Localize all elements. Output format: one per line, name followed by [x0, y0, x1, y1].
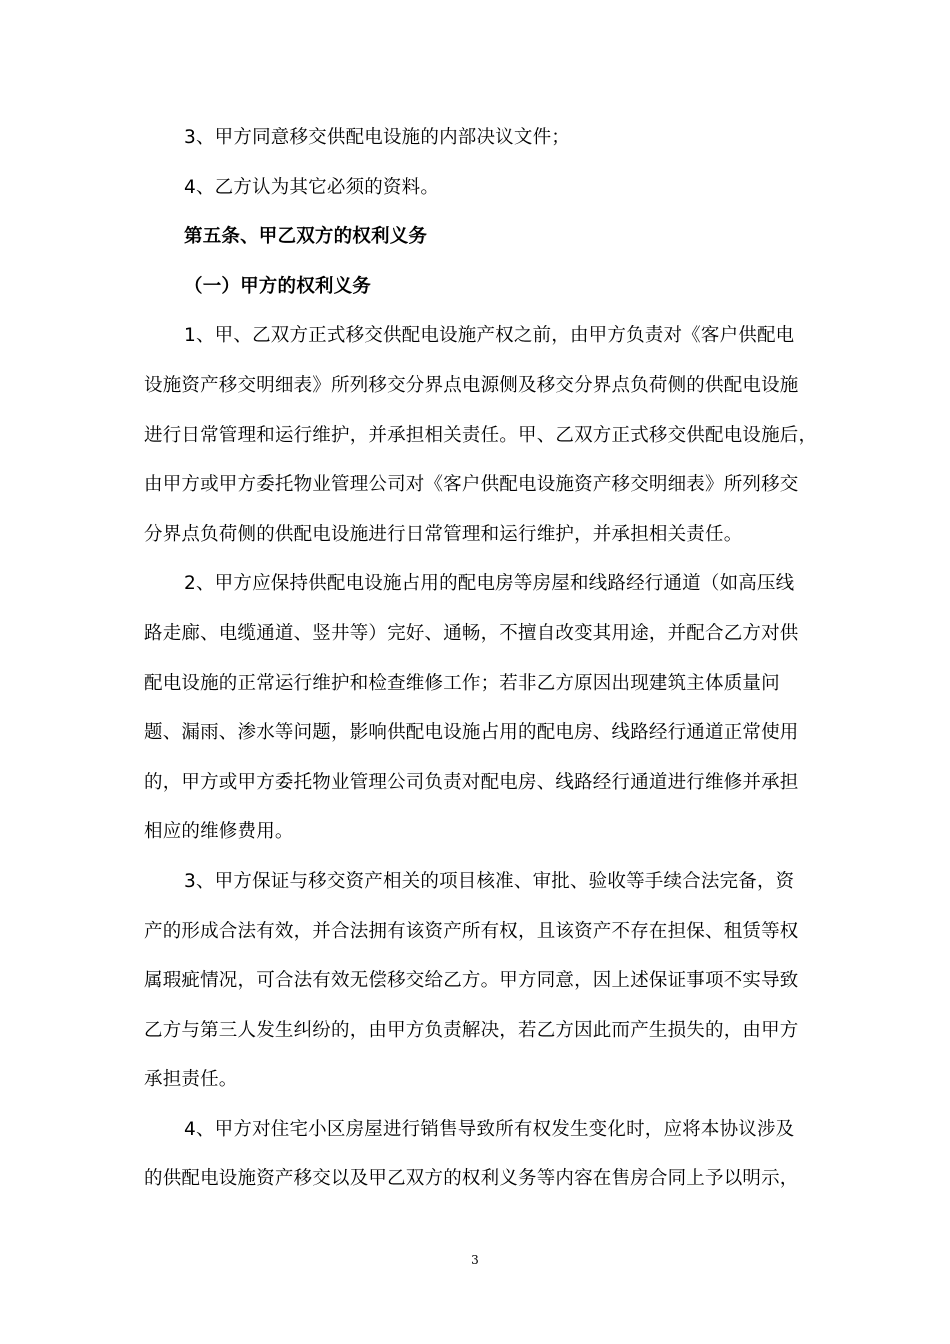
text-line: 乙方与第三人发生纠纷的，由甲方负责解决，若乙方因此而产生损失的，由甲方 [144, 1019, 799, 1041]
text-line: 路走廊、电缆通道、竖井等）完好、通畅，不擅自改变其用途，并配合乙方对供 [144, 622, 799, 644]
text-line: 3、甲方同意移交供配电设施的内部决议文件； [184, 127, 570, 148]
text-line: 3、甲方保证与移交资产相关的项目核准、审批、验收等手续合法完备，资 [184, 870, 795, 892]
text-line: 4、乙方认为其它必须的资料。 [184, 176, 440, 198]
text-line: 相应的维修费用。 [144, 821, 294, 843]
text-line: 配电设施的正常运行维护和检查维修工作；若非乙方原因出现建筑主体质量问 [144, 672, 780, 694]
page-number: 3 [471, 1253, 479, 1267]
text-line: 题、漏雨、渗水等问题，影响供配电设施占用的配电房、线路经行通道正常使用 [144, 722, 799, 744]
text-line: 进行日常管理和运行维护，并承担相关责任。甲、乙双方正式移交供配电设施后， [144, 424, 818, 446]
text-line: 分界点负荷侧的供配电设施进行日常管理和运行维护，并承担相关责任。 [144, 523, 743, 545]
text-line: 设施资产移交明细表》所列移交分界点电源侧及移交分界点负荷侧的供配电设施 [144, 374, 799, 396]
text-line: 产的形成合法有效，并合法拥有该资产所有权，且该资产不存在担保、租赁等权 [144, 920, 799, 942]
text-line: 属瑕疵情况，可合法有效无偿移交给乙方。甲方同意，因上述保证事项不实导致 [144, 970, 799, 992]
document-body [144, 113, 818, 1204]
text-line: 承担责任。 [144, 1069, 238, 1091]
text-line: 的供配电设施资产移交以及甲乙双方的权利义务等内容在售房合同上予以明示， [144, 1168, 799, 1190]
section-heading: 第五条、甲乙双方的权利义务 [184, 226, 428, 248]
text-line: 2、甲方应保持供配电设施占用的配电房等房屋和线路经行通道（如高压线 [184, 573, 795, 595]
text-line: 1、甲、乙双方正式移交供配电设施产权之前，由甲方负责对《客户供配电 [184, 325, 795, 347]
text-line: 的，甲方或甲方委托物业管理公司负责对配电房、线路经行通道进行维修并承担 [144, 771, 799, 793]
subsection-heading: （一）甲方的权利义务 [184, 275, 372, 297]
text-line: 4、甲方对住宅小区房屋进行销售导致所有权发生变化时，应将本协议涉及 [184, 1118, 795, 1140]
text-line: 由甲方或甲方委托物业管理公司对《客户供配电设施资产移交明细表》所列移交 [144, 474, 799, 496]
